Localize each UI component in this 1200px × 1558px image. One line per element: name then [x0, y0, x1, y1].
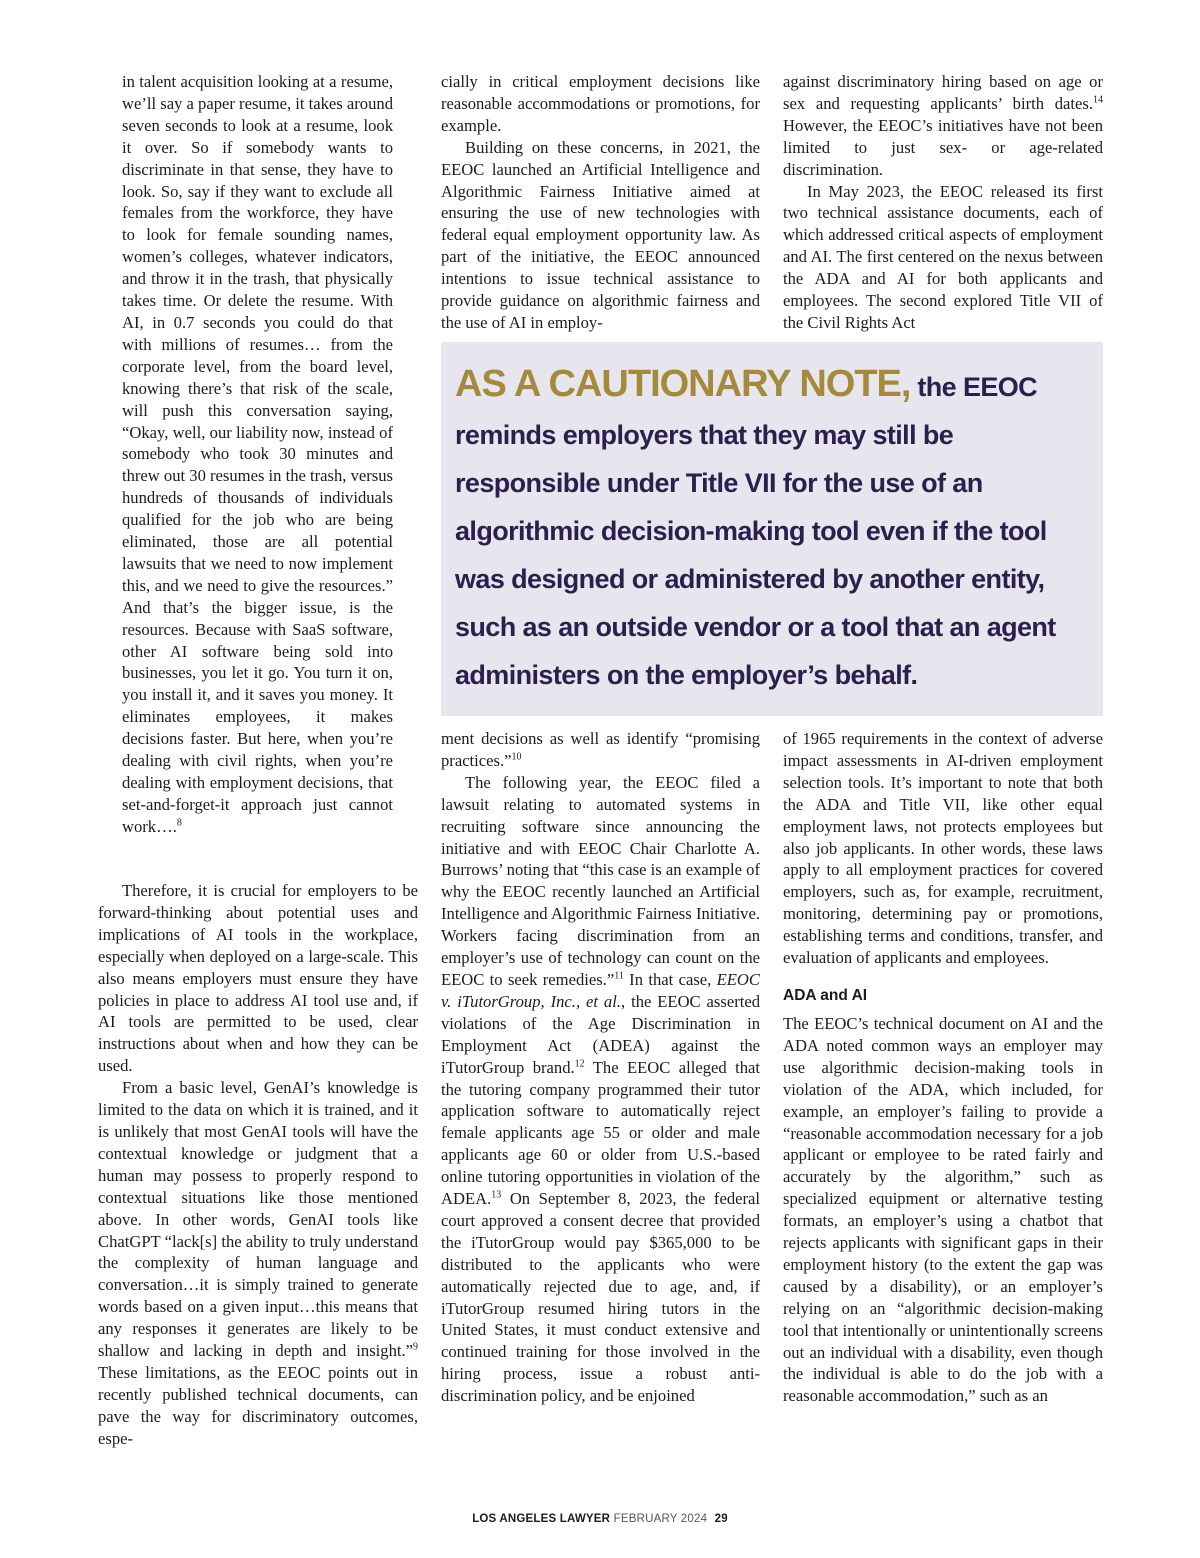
footnote-ref: 14: [1093, 94, 1103, 106]
pull-quote-text: the EEOC reminds employers that they may still be responsible under Title VII for the use of an algorithmic decision-making tool even if the tool was designed or administered by another entity, such as an outside vendor or a tool that an agent administers on the employer’s behalf.: [455, 372, 1056, 690]
column-1-body: [98, 880, 418, 1450]
paragraph-text: On September 8, 2023, the federal court approved a consent decree that provided the iTutorGroup would pay $365,000 to be distributed to the applicants who were automatically rejected due to age, and, if iTutorGroup resumed hiring tutors in the United States, it must conduct extensive and continued training for those involved in the hiring process, issue a robust anti-discrimination policy, and be enjoined: [441, 1189, 760, 1406]
paragraph: [98, 1077, 418, 1449]
page-footer: [0, 1513, 1200, 1525]
column-3-top: [783, 71, 1103, 334]
footnote-ref: 13: [491, 1189, 502, 1201]
publication-name: LOS ANGELES LAWYER: [472, 1513, 611, 1525]
paragraph: In May 2023, the EEOC released its first two technical assistance documents, each of which addressed critical aspects of employment and AI. The first centered on the nexus between the ADA and AI for both applicants and employees. The second explored Title VII of the Civil Rights Act: [783, 181, 1103, 332]
paragraph: Building on these concerns, in 2021, the EEOC launched an Artificial Intelligence and Algorithmic Fairness Initiative aimed at ensuring the use of new technologies with federal equal employment opportunity law. As part of the initiative, the EEOC announced intentions to issue technical assistance to provide guidance on algorithmic fairness and the use of AI in employ-: [441, 137, 760, 332]
page-number: 29: [714, 1513, 728, 1525]
case-name: EEOC v. iTutorGroup, Inc., et al.: [441, 969, 760, 1011]
interview-quote: [122, 71, 393, 838]
footnote-ref: 10: [511, 751, 522, 763]
paragraph-text: In that case,: [623, 969, 717, 989]
paragraph-text: However, the EEOC’s initiatives have not been limited to just sex- or age-related discrimination.: [783, 115, 1103, 179]
paragraph: cially in critical employment decisions like reasonable accommodations or promotions, for example.: [441, 72, 760, 135]
quote-text: in talent acquisition looking at a resume, we’ll say a paper resume, it takes around seven seconds to look at a resume, look it over. So if somebody wants to discriminate in that sense, they have to look. So, say if they want to exclude all females from the workforce, they have to look for female sounding names, women’s colleges, whatever indicators, and throw it in the trash, that physically takes time. Or delete the resume. With AI, in 0.7 seconds you could do that with millions of resumes… from the corporate level, from the board level, knowing there’s that risk of the scale, will push this conversation saying, “Okay, well, our liability now, instead of somebody who took 30 minutes and threw out 30 resumes in the trash, versus hundreds of thousands of individuals qualified for the job who are being eliminated, those are all potential lawsuits that we need to now implement this, and we need to give the resources.” And that’s the bigger issue, is the resources. Because with SaaS software, other AI software being sold into businesses, you let it go. You turn it on, you install it, and it saves you money. It eliminates employees, it makes decisions faster. But here, when you’re dealing with civil rights, when you’re dealing with employment decisions, that set-and-forget-it approach just cannot work….: [122, 72, 393, 836]
paragraph-text: These limitations, as the EEOC points out in recently published technical documents, can pave the way for discriminatory outcomes, espe-: [98, 1362, 418, 1448]
pull-quote: [441, 342, 1103, 716]
column-3-bottom: [783, 728, 1103, 1407]
paragraph: [441, 728, 760, 772]
paragraph: Therefore, it is crucial for employers to be forward-thinking about potential uses and implications of AI tools in the workplace, especially when deployed on a large-scale. This also means employers must ensure they have policies in place to address AI tool use and, if AI tools are permitted to be used, clear instructions about when and how they can be used.: [98, 881, 418, 1076]
paragraph: [441, 772, 760, 1407]
paragraph: of 1965 requirements in the context of adverse impact assessments in AI-driven employment selection tools. It’s important to note that both the ADA and Title VII, like other equal employment laws, not protects employees but also job applicants. In other words, these laws apply to all employment practices for covered employers, such as, for example, recruitment, monitoring, determining pay or promotions, establishing terms and conditions, transfer, and evaluation of applicants and employees.: [783, 729, 1103, 968]
footnote-ref: 11: [614, 970, 624, 982]
column-2-top: [441, 71, 760, 334]
pull-quote-lead: AS A CAUTIONARY NOTE,: [455, 363, 911, 405]
paragraph-text: From a basic level, GenAI’s knowledge is limited to the data on which it is trained, and it is unlikely that most GenAI tools will have the contextual knowledge or judgment that a human may possess to properly respond to contextual situations like those mentioned above. In other words, GenAI tools like ChatGPT “lack[s] the ability to truly understand the complexity of human language and conversation…it is simply trained to generate words based on a given input…this means that any responses it generates are likely to be shallow and lacking in depth and insight.”: [98, 1078, 418, 1361]
paragraph-text: The EEOC alleged that the tutoring company programmed their tutor application software to automatically reject female applicants age 55 or older and male applicants age 60 or older from U.S.-based online tutoring opportunities in violation of the ADEA.: [441, 1057, 760, 1209]
column-1-block-quote: [122, 71, 393, 838]
paragraph: The EEOC’s technical document on AI and the ADA noted common ways an employer may use algorithmic decision-making tools in violation of the ADA, which included, for example, an employer’s failing to provide a “reasonable accommodation necessary for a job applicant or employee to be rated fairly and accurately by the algorithm,” such as specialized equipment or alternative testing formats, an employer’s using a chatbot that rejects applicants with significant gaps in their employment history (to the extent the gap was caused by a disability), or an employer’s relying on an “algorithmic decision-making tool that intentionally or unintentionally screens out an individual with a disability, even though the individual is able to do the job with a reasonable accommodation,” such as an: [783, 1013, 1103, 1406]
paragraph: [783, 71, 1103, 181]
footnote-ref: 8: [176, 817, 182, 829]
section-subhead: ADA and AI: [783, 986, 868, 1004]
column-2-bottom: [441, 728, 760, 1407]
paragraph-text: , the EEOC asserted violations of the Age Discrimination in Employment Act (ADEA) against the iTutorGroup brand.: [441, 991, 760, 1077]
footnote-ref: 9: [413, 1341, 418, 1353]
paragraph-text: ment decisions as well as identify “promising practices.”: [441, 729, 760, 770]
issue-date: FEBRUARY 2024: [613, 1513, 708, 1525]
paragraph-text: The following year, the EEOC filed a lawsuit relating to automated systems in recruiting software since announcing the initiative and with EEOC Chair Charlotte A. Burrows’ noting that “this case is an example of why the EEOC recently launched an Artificial Intelligence and Algorithmic Fairness Initiative. Workers facing discrimination from an employer’s use of technology can count on the EEOC to seek remedies.”: [441, 772, 760, 989]
paragraph-text: against discriminatory hiring based on age or sex and requesting applicants’ birth dates.: [783, 72, 1103, 113]
footnote-ref: 12: [574, 1058, 585, 1070]
